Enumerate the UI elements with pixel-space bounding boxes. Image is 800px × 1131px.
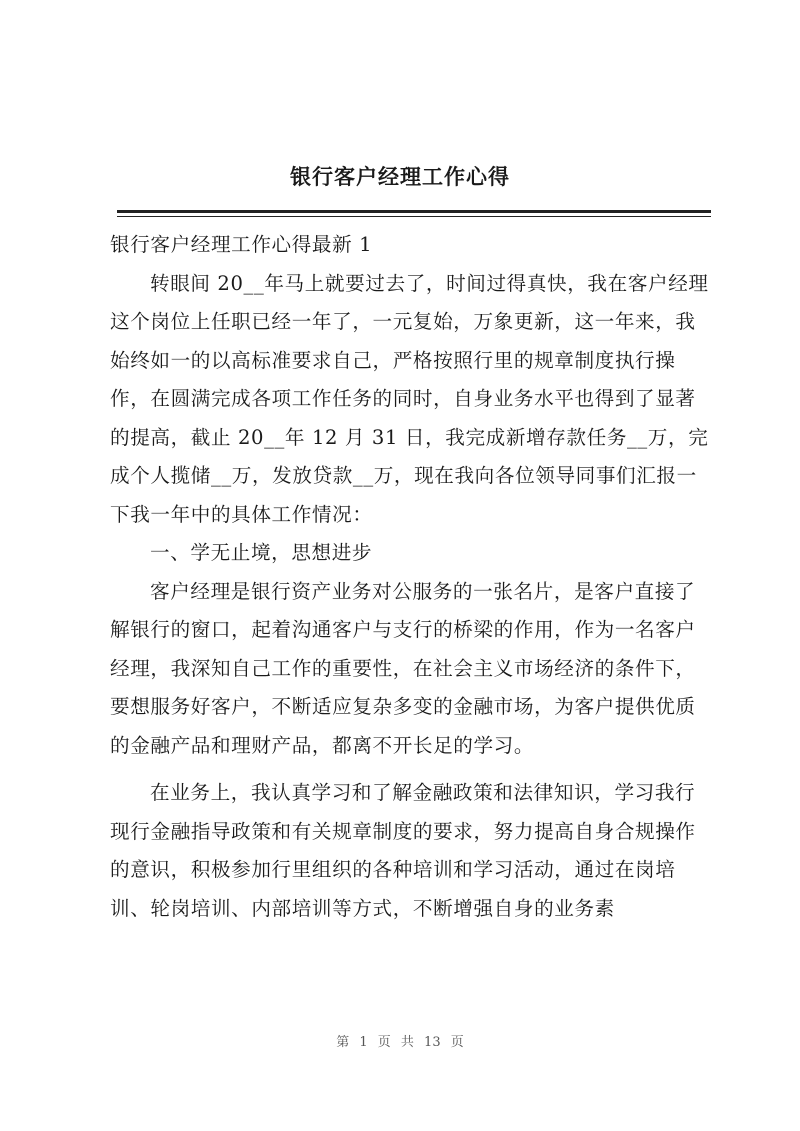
title-rule-thin bbox=[117, 216, 711, 217]
paragraph-role: 客户经理是银行资产业务对公服务的一张名片，是客户直接了解银行的窗口，起着沟通客户与支行的桥梁的作用，作为一名客户经理，我深知自己工作的重要性，在社会主义市场经济的条件下，要想服务好客户，不断适应复杂多变的金融市场，为客户提供优质的金融产品和理财产品，都离不开长足的学习。 bbox=[110, 579, 696, 757]
title-rule-thick bbox=[117, 210, 711, 213]
page-footer: 第 1 页 共 13 页 bbox=[336, 1035, 464, 1050]
paragraph-intro: 转眼间 20__年马上就要过去了，时间过得真快，我在客户经理这个岗位上任职已经一年了，一元复始，万象更新，这一年来，我始终如一的以高标准要求自己，严格按照行里的规章制度执行操作，在圆满完成各项工作任务的同时，自身业务水平也得到了显著的提高，截止 20__年 12 月 31 日，我完成新增存款任务__万，完成个人揽储__万，发放贷款__万，现在我向各位领导同事们汇报一下我一年中的具体工作情况： bbox=[110, 271, 709, 526]
paragraph-business: 在业务上，我认真学习和了解金融政策和法律知识，学习我行现行金融指导政策和有关规章制度的要求，努力提高自身合规操作的意识，积极参加行里组织的各种培训和学习活动，通过在岗培训、轮岗培训、内部培训等方式，不断增强自身的业务素 bbox=[110, 781, 696, 920]
section-subheading: 一、学无止境，思想进步 bbox=[150, 541, 373, 564]
section-heading: 银行客户经理工作心得最新 1 bbox=[110, 233, 373, 256]
document-title: 银行客户经理工作心得 bbox=[290, 164, 510, 189]
document-body bbox=[110, 226, 710, 928]
